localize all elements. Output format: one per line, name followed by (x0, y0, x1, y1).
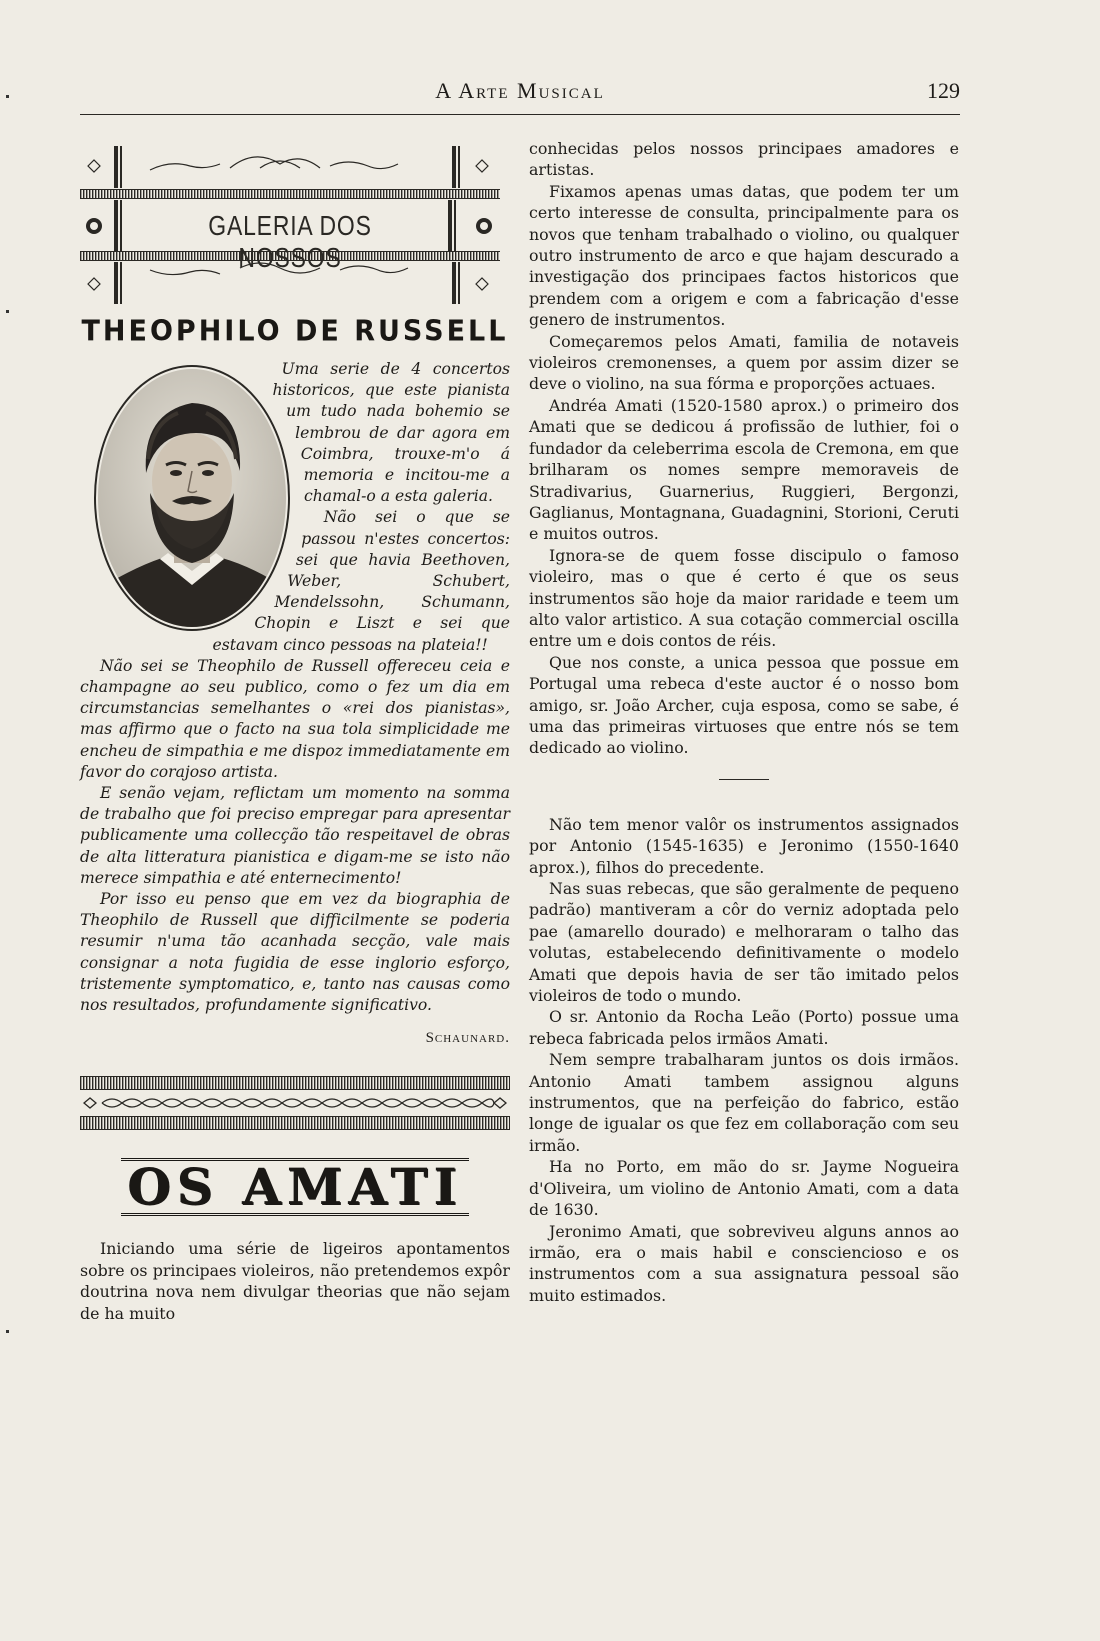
scan-edge-mark (6, 310, 9, 313)
right-column (529, 138, 959, 1306)
gallery-banner (80, 138, 500, 308)
gallery-label: GALERIA DOS NOSSOS (208, 210, 372, 273)
article-paragraph: Não sei o que se passou n'estes concertos: sei que havia Beethoven, Weber, Schubert, Mendelssohn, Schumann, Chopin e Liszt e sei que estavam cinco pessoas na plateia!! (212, 508, 510, 654)
left-column (80, 138, 510, 1324)
running-title: A Arte Musical (435, 78, 605, 103)
article-paragraph: Ignora-se de quem fosse discipulo o famoso violeiro, mas o que é certo é que os seus instrumentos são hoje da maior raridade e teem um alto valor artistico. A sua cotação commercial oscilla entre um e dois contos de réis. (529, 545, 959, 651)
article-paragraph: Iniciando uma série de ligeiros apontamentos sobre os principaes violeiros, não pretendemos expôr doutrina nova nem divulgar theorias que não sejam de ha muito (80, 1239, 510, 1323)
article-paragraph: Fixamos apenas umas datas, que podem ter um certo interesse de consulta, principalmente para os novos que tenham trabalhado o violino, ou qualquer outro instrumento de arco e que hajam descurado a investigação dos principaes factos historicos que prendem com a origem e com a fabricação d'esse genero de instrumentos. (529, 181, 959, 330)
running-head (80, 78, 960, 108)
article-paragraph: Nas suas rebecas, que são geralmente de pequeno padrão) mantiveram a côr do verniz adoptada pelo pae (amarello dourado) e melhoraram o talho das volutas, estabelecendo definitivamente o modelo Amati que depois havia de ser tão imitado pelos violeiros de todo o mundo. (529, 879, 959, 1006)
portrait-text-block (80, 359, 510, 1047)
article-paragraph: Jeronimo Amati, que sobreviveu alguns annos ao irmão, era o mais habil e consciencioso e os instrumentos com a sua assignatura pessoal são muito estimados. (529, 1221, 959, 1305)
amati-title-text: OS AMATI (121, 1158, 469, 1216)
amati-article-text (529, 138, 959, 759)
portrait-engraving (92, 363, 292, 633)
article-paragraph: Que nos conste, a unica pessoa que possue em Portugal uma rebeca d'este auctor é o nosso bom amigo, sr. João Archer, cuja esposa, como se sabe, é uma das primeiras virtuoses que entre nós se tem dedicado ao violino. (529, 652, 959, 758)
article-paragraph: Uma serie de 4 concertos historicos, que este pianista um tudo nada bohemio se lembrou de dar agora em Coimbra, trouxe-m'o á memoria e incitou-me a chamal-o a esta galeria. (272, 360, 510, 506)
article-paragraph: Começaremos pelos Amati, familia de notaveis violeiros cremonenses, a quem por assim dizer se deve o violino, na sua fórma e proporções actuaes. (529, 331, 959, 394)
page-number: 129 (927, 78, 960, 103)
article-paragraph: Por isso eu penso que em vez da biographia de Theophilo de Russell que difficilmente se poderia resumir n'uma tão acanhada secção, vale mais consignar a nota fugidia de esse inglorio esforço, tristemente symptomatico, e, tanto nas causas como nos resultados, profundamente significativo. (80, 890, 510, 1015)
article-paragraph: Andréa Amati (1520-1580 aprox.) o primeiro dos Amati que se dedicou á profissão de luthier, foi o fundador da celeberrima escola de Cremona, em que brilharam os nomes sempre memoraveis de Stradivarius, Guarnerius, Ruggieri, Bergonzi, Gaglianus, Montagnana, Guadagnini, Storioni, Ceruti e muitos outros. (529, 395, 959, 544)
article-paragraph: E senão vejam, reflictam um momento na somma de trabalho que foi preciso empregar para apresentar publicamente uma collecção tão respeitavel de obras de alta litteratura pianistica e digam-me se isto não merece simpathia e até enternecimento! (80, 784, 510, 887)
amati-article-text-continued (529, 814, 959, 1306)
scan-edge-mark (6, 95, 9, 98)
article-paragraph: Nem sempre trabalharam juntos os dois irmãos. Antonio Amati tambem assignou alguns instrumentos, que na perfeição do fabrico, estão longe de igualar os que fez em collaboração com seu irmão. (529, 1050, 959, 1155)
article-paragraph: O sr. Antonio da Rocha Leão (Porto) possue uma rebeca fabricada pelos irmãos Amati. (529, 1007, 959, 1048)
subject-name-heading: THEOPHILO DE RUSSELL (81, 315, 509, 348)
amati-intro (80, 1238, 510, 1324)
ornament-separator (80, 1073, 510, 1133)
section-divider (719, 779, 769, 780)
author-signature: Schaunard. (425, 1030, 510, 1047)
article-paragraph: conhecidas pelos nossos principaes amadores e artistas. (529, 139, 959, 180)
scan-edge-mark (6, 1330, 9, 1333)
article-paragraph: Não tem menor valôr os instrumentos assignados por Antonio (1545-1635) e Jeronimo (1550-1640 aprox.), filhos do precedente. (529, 814, 959, 877)
article-paragraph: Ha no Porto, em mão do sr. Jayme Nogueira d'Oliveira, um violino de Antonio Amati, com a data de 1630. (529, 1157, 959, 1220)
amati-title (80, 1157, 510, 1216)
article-paragraph: Não sei se Theophilo de Russell offereceu ceia e champagne ao seu publico, como o fez um dia em circumstancias semelhantes o «rei dos pianistas», mas affirmo que o facto na sua tola simplicidade me encheu de simpathia e me dispoz immediatamente em favor do corajoso artista. (80, 656, 510, 781)
header-rule (80, 114, 960, 115)
